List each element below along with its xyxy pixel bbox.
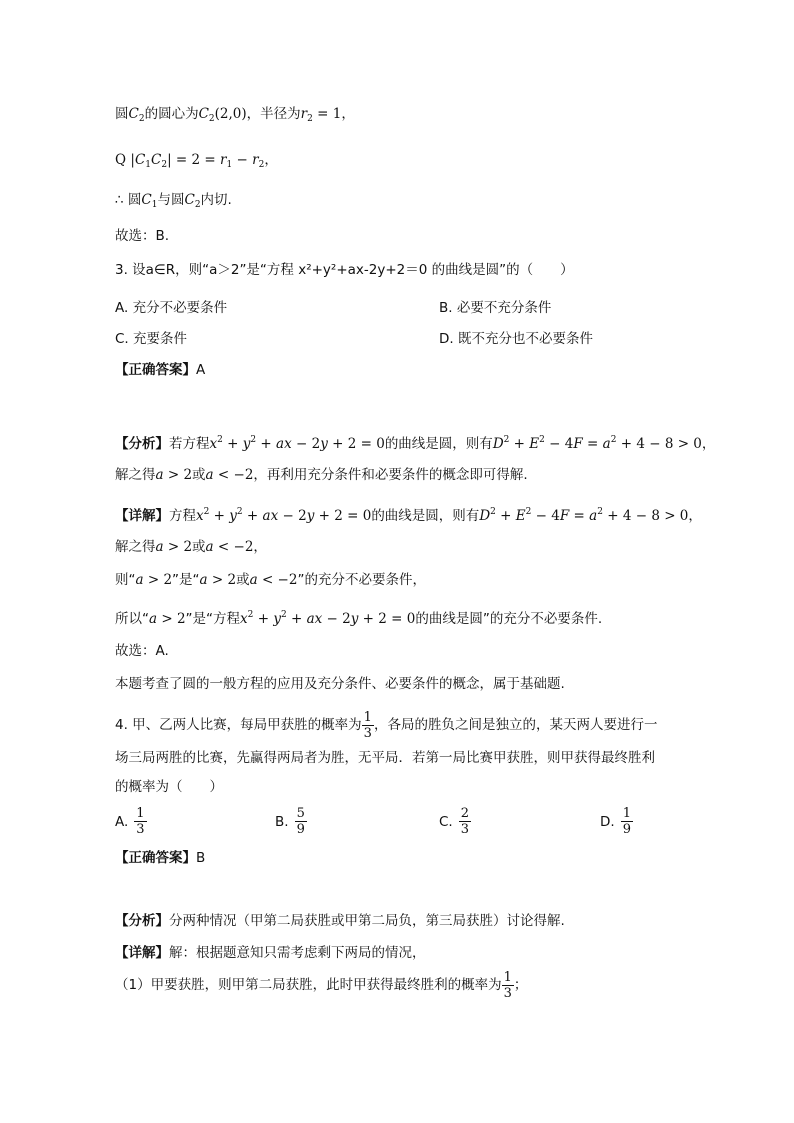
text-line-3: ∴ 圆$C_1$与圆$C_2$内切. bbox=[115, 192, 232, 210]
text: 则“ bbox=[115, 572, 136, 588]
analysis-3-line-2: 解之得a > 2或a < −2，再利用充分条件和必要条件的概念即可得解. bbox=[115, 467, 528, 483]
text: 的曲线是圆，则有 bbox=[371, 508, 480, 524]
detail-3-line-1: 【详解】方程$x^2 + y^2$ + ax − 2y + 2 = 0的曲线是圆，则有$D^2 + E^2 - 4F = a^2 + 4 - 8 > 0$， bbox=[115, 507, 702, 524]
detail-3-line-3: 则“a > 2”是“a > 2或a < −2”的充分不必要条件， bbox=[115, 572, 426, 588]
option-fraction: $\frac{1}{3}$ bbox=[136, 806, 145, 837]
detail-4-line-1 bbox=[115, 943, 426, 963]
detail-3-line-2: 解之得a > 2或a < −2， bbox=[115, 539, 267, 555]
text: ，各局的胜负之间是独立的，某天两人要进行一 bbox=[373, 717, 658, 733]
text: 解之得 bbox=[115, 467, 156, 483]
answer-label: 【正确答案】 bbox=[115, 850, 196, 866]
detail-3-line-4: 所以“a > 2”是“方程$x^2 + y^2$ + ax − 2y + 2 = 0的曲线是圆”的充分不必要条件. bbox=[115, 610, 603, 627]
text: 4. 甲、乙两人比赛，每局甲获胜的概率为 bbox=[115, 717, 362, 733]
detail-label: 【详解】 bbox=[115, 508, 169, 524]
answer-value: A bbox=[196, 362, 206, 378]
text: 的曲线是圆，则有 bbox=[384, 436, 493, 452]
question-3: 3. 设a∈R，则“a＞2”是“方程 x²+y²+ax-2y+2＝0 的曲线是圆”的（ ） bbox=[115, 262, 574, 278]
analysis-label: 【分析】 bbox=[115, 436, 169, 452]
text: 与圆 bbox=[157, 192, 185, 208]
detail-label: 【详解】 bbox=[115, 945, 169, 961]
text: （1）甲要获胜，则甲第二局获胜，此时甲获得最终胜利的概率为 bbox=[115, 977, 502, 993]
analysis-3-line-1: 【分析】若方程$x^2 + y^2$ + ax − 2y + 2 = 0的曲线是圆，则有$D^2 + E^2 - 4F = a^2 + 4 - 8 > 0$， bbox=[115, 435, 716, 452]
text: Q bbox=[115, 152, 127, 168]
q3-option-d: D. 既不充分也不必要条件 bbox=[439, 331, 593, 347]
text: ∴ 圆 bbox=[115, 192, 142, 208]
text-line-1: 圆$C_2$的圆心为$C_2(2,0)$，半径为$r_2 = 1$， bbox=[115, 106, 355, 124]
text: ， bbox=[341, 106, 355, 122]
q4-option-b bbox=[275, 806, 307, 837]
text: 内切. bbox=[200, 192, 232, 208]
fraction-one-third: $\frac{1}{3}$ bbox=[363, 709, 372, 741]
analysis-4 bbox=[115, 911, 565, 931]
q4-option-c bbox=[439, 806, 471, 837]
detail-3-line-5: 故选：A. bbox=[115, 643, 169, 659]
answer-value: B bbox=[196, 850, 206, 866]
analysis-label: 【分析】 bbox=[115, 913, 169, 929]
q3-option-a: A. 充分不必要条件 bbox=[115, 300, 228, 316]
answer-3 bbox=[115, 360, 205, 380]
q3-option-c: C. 充要条件 bbox=[115, 331, 188, 347]
q3-option-b: B. 必要不充分条件 bbox=[439, 300, 552, 316]
q4-option-d bbox=[600, 806, 633, 837]
text: ”是“方程 bbox=[185, 611, 241, 627]
text: ”是“ bbox=[172, 572, 200, 588]
q4-option-a bbox=[115, 806, 147, 837]
option-fraction: $\frac{1}{9}$ bbox=[622, 806, 631, 837]
text: ，再利用充分条件和必要条件的概念即可得解. bbox=[253, 467, 528, 483]
text: 或 bbox=[236, 572, 250, 588]
option-label: A. bbox=[115, 813, 129, 830]
text: 所以“ bbox=[115, 611, 149, 627]
option-label: D. bbox=[600, 813, 615, 830]
text: 分两种情况（甲第二局获胜或甲第二局负，第三局获胜）讨论得解. bbox=[169, 913, 565, 929]
detail-4-line-2 bbox=[115, 968, 527, 1002]
option-label: C. bbox=[439, 813, 453, 830]
text: ， bbox=[264, 152, 278, 168]
text: 或 bbox=[192, 467, 206, 483]
answer-4 bbox=[115, 848, 205, 868]
text: 方程 bbox=[169, 508, 196, 524]
text-line-4: 故选：B. bbox=[115, 228, 170, 244]
text: 或 bbox=[192, 539, 206, 555]
text-line-2: Q $|C_1C_2| = 2 = r_1 - r_2$， bbox=[115, 152, 278, 170]
fraction-one-third: $\frac{1}{3}$ bbox=[503, 969, 512, 1001]
question-4-line-2: 场三局两胜的比赛，先赢得两局者为胜，无平局．若第一局比赛甲获胜，则甲获得最终胜利 bbox=[115, 750, 655, 766]
question-4-line-3: 的概率为（ ） bbox=[115, 779, 223, 795]
text: 的曲线是圆”的充分不必要条件. bbox=[415, 611, 603, 627]
text: 解之得 bbox=[115, 539, 156, 555]
option-fraction: $\frac{5}{9}$ bbox=[296, 806, 305, 837]
option-label: B. bbox=[275, 813, 289, 830]
option-fraction: $\frac{2}{3}$ bbox=[460, 806, 469, 837]
text: ”的充分不必要条件， bbox=[297, 572, 426, 588]
text: 圆 bbox=[115, 106, 129, 122]
text: 解：根据题意知只需考虑剩下两局的情况， bbox=[169, 945, 426, 961]
text: ，半径为 bbox=[246, 106, 301, 122]
text: 若方程 bbox=[169, 436, 210, 452]
answer-label: 【正确答案】 bbox=[115, 362, 196, 378]
text: ； bbox=[513, 977, 528, 993]
detail-3-line-6: 本题考查了圆的一般方程的应用及充分条件、必要条件的概念，属于基础题. bbox=[115, 676, 565, 692]
question-4-line-1 bbox=[115, 708, 657, 742]
text: 的圆心为 bbox=[144, 106, 199, 122]
